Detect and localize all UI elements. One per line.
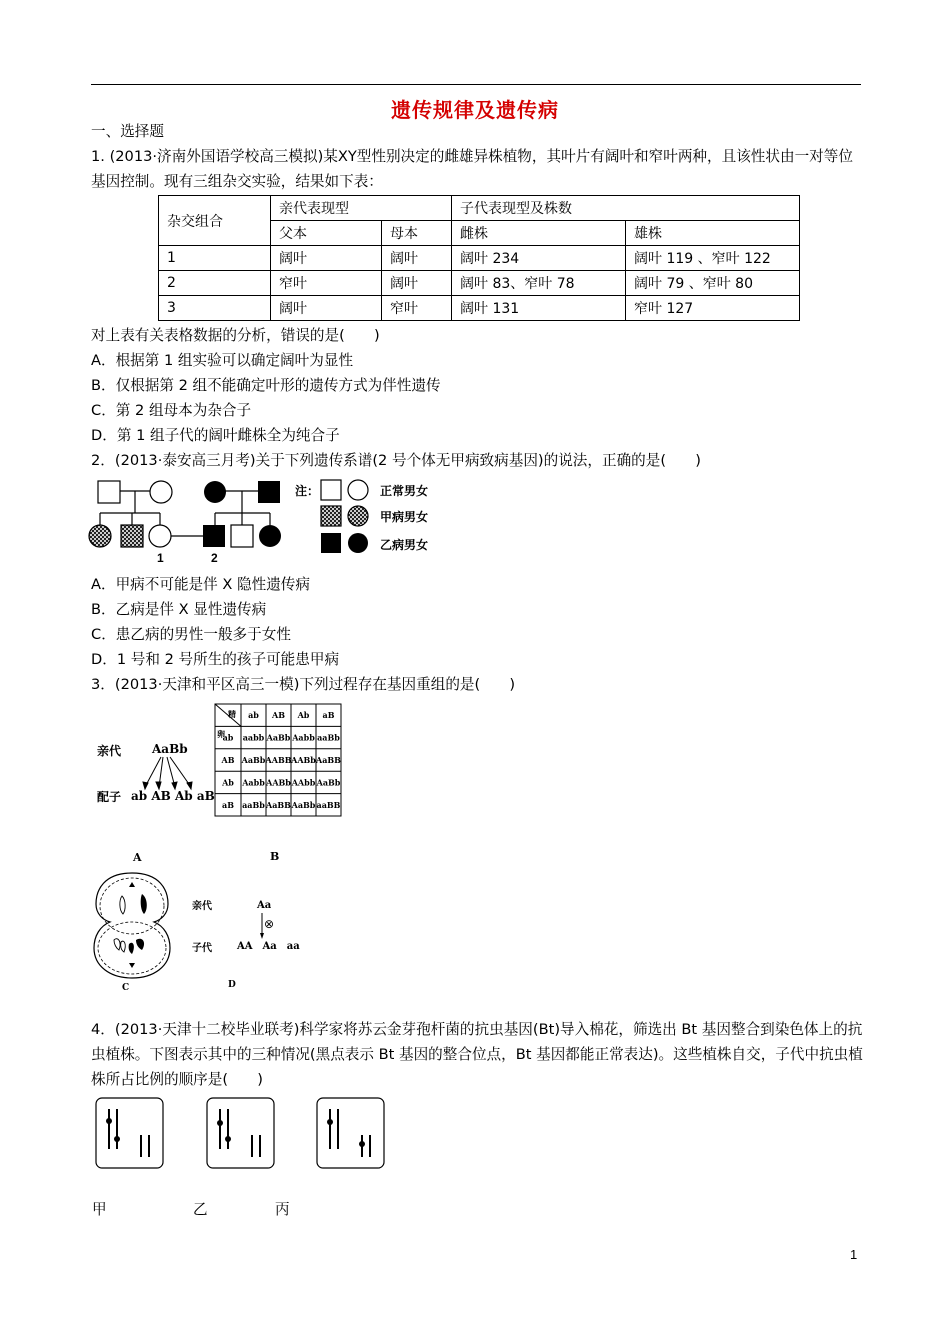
punnett-cell: AABb [266, 777, 291, 788]
pedigree-a-female [89, 525, 111, 547]
figA-parent-label: 亲代 [97, 744, 122, 758]
th-parent: 亲代表现型 [271, 196, 452, 221]
q3-punnett-square [214, 703, 349, 868]
q1-option-c: C．第 2 组母本为杂合子 [91, 402, 252, 419]
punnett-cell: AaBb [266, 732, 291, 743]
q3-cell-division-figure [92, 868, 172, 993]
punnett-cell: aaBb [242, 799, 265, 810]
q4-stem: 4．(2013·天津十二校毕业联考)科学家将苏云金芽孢杆菌的抗虫基因(Bt)导入棉花，筛选出 Bt 基因整合到染色体上的抗虫植株。下图表示其中的三种情况(黑点表示 Bt 基因的整合位点，Bt 基因都能正常表达)。这些植株自交，子代中抗虫植株所占比例的顺序是( ) [91, 1021, 863, 1088]
figD-caption: D [228, 980, 236, 990]
punnett-cell: AABB [265, 755, 292, 765]
table-row [159, 296, 800, 321]
pedigree-diagram [85, 475, 455, 570]
q4-label-bing: 丙 [275, 1201, 290, 1218]
figD-parent-label: 亲代 [192, 901, 212, 912]
bt-gene-dot [114, 1136, 120, 1142]
punnett-col-header: Ab [297, 710, 310, 721]
punnett-cell: AaBb [316, 777, 341, 788]
th-female: 雌株 [452, 221, 626, 246]
pedigree-b-female [259, 525, 281, 547]
cell-group: 2 [159, 271, 271, 296]
q1-cross-table [158, 195, 800, 321]
q2-option-b: B．乙病是伴 X 显性遗传病 [91, 601, 267, 618]
figD-offspring-label: 子代 [192, 943, 212, 954]
punnett-cell: AaBB [316, 755, 341, 765]
punnett-cell: aaBB [316, 799, 341, 810]
bt-gene-dot [327, 1119, 333, 1125]
punnett-cell: aaBb [317, 732, 340, 743]
q2-option-d: D．1 号和 2 号所生的孩子可能患甲病 [91, 651, 340, 668]
cell-male: 窄叶 127 [626, 296, 800, 321]
figD-cross-symbol: ⊗ [264, 917, 275, 931]
punnett-cell: AaBB [266, 799, 291, 810]
pedigree-label-1: 1 [157, 551, 164, 565]
punnett-col-header: AB [272, 710, 285, 721]
figA-gamete-label: 配子 [97, 790, 122, 804]
q2-option-a: A．甲病不可能是伴 X 隐性遗传病 [91, 576, 310, 593]
th-mother: 母本 [382, 221, 452, 246]
q2-stem: 2．(2013·泰安高三月考)关于下列遗传系谱(2 号个体无甲病致病基因)的说法，正确的是( ) [91, 452, 701, 469]
cell-mother: 阔叶 [382, 271, 452, 296]
section-heading: 一、选择题 [91, 123, 164, 140]
pedigree-label-2: 2 [211, 551, 218, 565]
cell-male: 阔叶 79 、窄叶 80 [626, 271, 800, 296]
punnett-row-header: aB [222, 799, 234, 810]
q4-label-jia: 甲 [92, 1201, 107, 1218]
q4-label-yi: 乙 [193, 1201, 208, 1218]
legend-b: 乙病男女 [380, 538, 429, 552]
punnett-corner-top: 精 [228, 709, 236, 719]
pedigree-b-male [258, 481, 280, 503]
q1-stem: 1. (2013·济南外国语学校高三模拟)某XY型性别决定的雌雄异株植物，其叶片有阔叶和窄叶两种，且该性状由一对等位基因控制。现有三组杂交实验，结果如下表： [91, 148, 853, 190]
page-title: 遗传规律及遗传病 [391, 98, 559, 122]
pedigree-normal-male [98, 481, 120, 503]
punnett-cell: AABb [291, 755, 316, 765]
punnett-corner-bottom: 卵 [217, 729, 225, 739]
cell-female: 阔叶 234 [452, 246, 626, 271]
q1-option-a: A．根据第 1 组实验可以确定阔叶为显性 [91, 352, 354, 369]
punnett-cell: AaBb [241, 755, 266, 765]
punnett-row-header: AB [221, 755, 235, 765]
cell-father: 阔叶 [271, 296, 382, 321]
figD-parent: Aa [257, 900, 272, 911]
legend-title: 注： [295, 484, 320, 498]
pedigree-individual-2 [203, 525, 225, 547]
punnett-row-header: ab [222, 732, 234, 743]
pedigree-b-female [204, 481, 226, 503]
header-rule [91, 84, 861, 85]
pedigree-a-male [121, 525, 143, 547]
figA-gametes: ab AB Ab aB [131, 789, 215, 803]
punnett-col-header: aB [322, 710, 335, 721]
cell-father: 阔叶 [271, 246, 382, 271]
th-group: 杂交组合 [159, 196, 271, 246]
bt-gene-dot [359, 1141, 365, 1147]
legend-normal: 正常男女 [380, 484, 429, 498]
punnett-cell: AAbb [291, 777, 316, 788]
punnett-col-header: ab [248, 710, 259, 721]
q4-chromosome-figures [95, 1097, 395, 1172]
figD-offspring: AA Aa aa [237, 941, 300, 952]
figA-caption: A [133, 851, 142, 864]
figC-caption: C [122, 983, 130, 993]
q3-figure-a [95, 735, 215, 865]
cell-mother: 窄叶 [382, 296, 452, 321]
pedigree-individual-1 [149, 525, 171, 547]
table-row [159, 246, 800, 271]
cell-group: 1 [159, 246, 271, 271]
bt-gene-dot [217, 1120, 223, 1126]
cell-group: 3 [159, 296, 271, 321]
cell-father: 窄叶 [271, 271, 382, 296]
cell-female: 阔叶 83、窄叶 78 [452, 271, 626, 296]
bt-gene-dot [225, 1136, 231, 1142]
q3-selfing-figure [190, 895, 310, 995]
bt-gene-dot [106, 1118, 112, 1124]
q2-option-c: C．患乙病的男性一般多于女性 [91, 626, 291, 643]
cell-male: 阔叶 119 、窄叶 122 [626, 246, 800, 271]
th-male: 雄株 [626, 221, 800, 246]
th-offspring: 子代表现型及株数 [452, 196, 800, 221]
cell-female: 阔叶 131 [452, 296, 626, 321]
figB-caption: B [270, 850, 280, 863]
pedigree-normal-female [150, 481, 172, 503]
cell-mother: 阔叶 [382, 246, 452, 271]
pedigree-normal-male [231, 525, 253, 547]
punnett-cell: Aabb [242, 777, 265, 788]
q3-stem: 3．(2013·天津和平区高三一模)下列过程存在基因重组的是( ) [91, 676, 516, 693]
q1-option-d: D．第 1 组子代的阔叶雌株全为纯合子 [91, 427, 340, 444]
q1-option-b: B．仅根据第 2 组不能确定叶形的遗传方式为伴性遗传 [91, 377, 441, 394]
q1-question: 对上表有关表格数据的分析，错误的是( ) [91, 327, 380, 344]
th-father: 父本 [271, 221, 382, 246]
table-row [159, 271, 800, 296]
punnett-cell: aabb [242, 732, 265, 743]
page-number: 1 [850, 1247, 858, 1262]
punnett-row-header: Ab [222, 777, 234, 788]
legend-a: 甲病男女 [380, 510, 429, 524]
figA-parent: AaBb [152, 742, 188, 756]
punnett-cell: Aabb [292, 732, 315, 743]
punnett-cell: AaBb [291, 799, 316, 810]
